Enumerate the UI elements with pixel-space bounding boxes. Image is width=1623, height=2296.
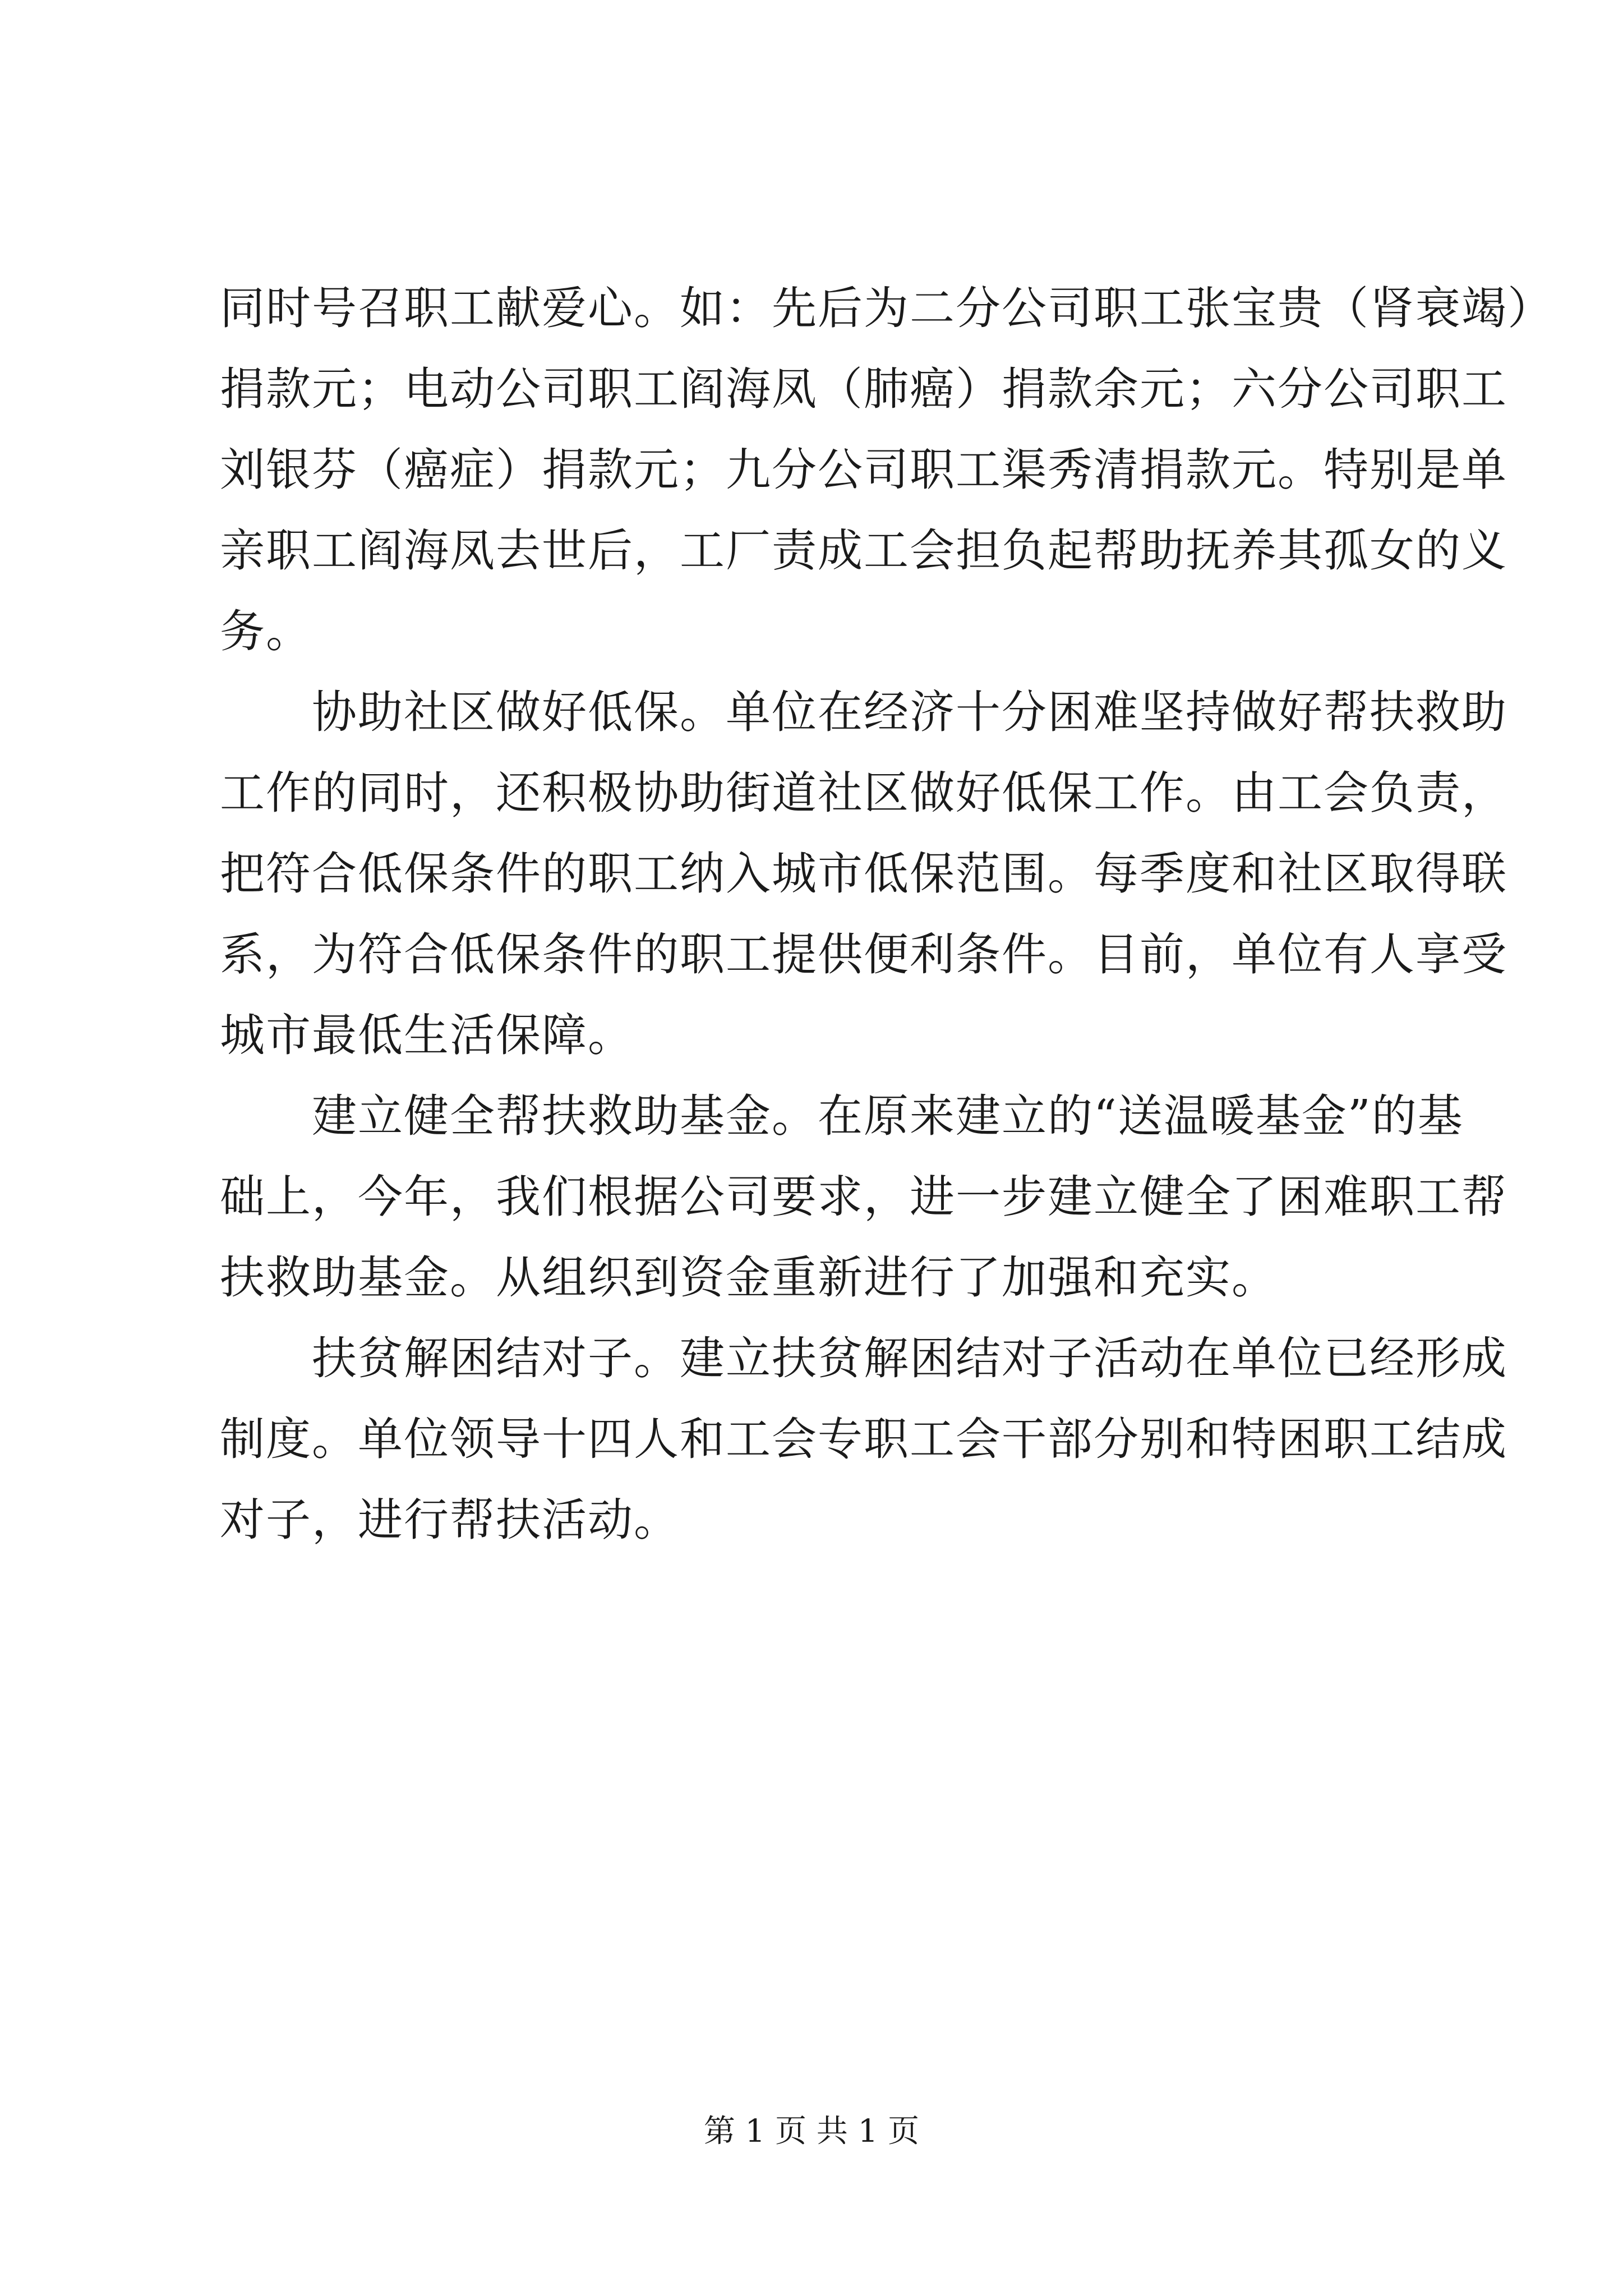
paragraph-pairing-activity xyxy=(220,1318,1507,1561)
paragraph-donations xyxy=(220,268,1553,672)
text-line: 础上，今年，我们根据公司要求，进一步建立健全了困难职工帮 xyxy=(220,1171,1507,1223)
text-line: 扶贫解困结对子。建立扶贫解困结对子活动在单位已经形成 xyxy=(220,1332,1507,1384)
text-line: 同时号召职工献爱心。如：先后为二分公司职工张宝贵（肾衰竭） xyxy=(220,282,1553,334)
text-line: 捐款元；电动公司职工阎海凤（肺癌）捐款余元；六分公司职工 xyxy=(220,363,1507,415)
text-line: 制度。单位领导十四人和工会专职工会干部分别和特困职工结成 xyxy=(220,1413,1507,1465)
text-line: 亲职工阎海凤去世后，工厂责成工会担负起帮助抚养其孤女的义 xyxy=(220,524,1507,577)
text-line: 系，为符合低保条件的职工提供便利条件。目前，单位有人享受 xyxy=(220,928,1507,981)
text-line: 刘银芬（癌症）捐款元；九分公司职工渠秀清捐款元。特别是单 xyxy=(220,444,1507,496)
text-line: 对子，进行帮扶活动。 xyxy=(220,1494,680,1546)
text-line: 协助社区做好低保。单位在经济十分困难坚持做好帮扶救助 xyxy=(220,686,1507,738)
paragraph-low-income-support xyxy=(220,672,1507,1076)
page-number-footer: 第 1 页 共 1 页 xyxy=(703,2113,920,2150)
document-body xyxy=(220,268,1553,1561)
text-line: 把符合低保条件的职工纳入城市低保范围。每季度和社区取得联 xyxy=(220,848,1507,900)
paragraph-assistance-fund xyxy=(220,1076,1507,1318)
text-line: 务。 xyxy=(220,605,312,657)
text-line: 建立健全帮扶救助基金。在原来建立的“送温暖基金”的基 xyxy=(220,1090,1464,1142)
text-line: 工作的同时，还积极协助街道社区做好低保工作。由工会负责， xyxy=(220,767,1507,819)
text-line: 扶救助基金。从组织到资金重新进行了加强和充实。 xyxy=(220,1251,1278,1304)
text-line: 城市最低生活保障。 xyxy=(220,1009,634,1061)
